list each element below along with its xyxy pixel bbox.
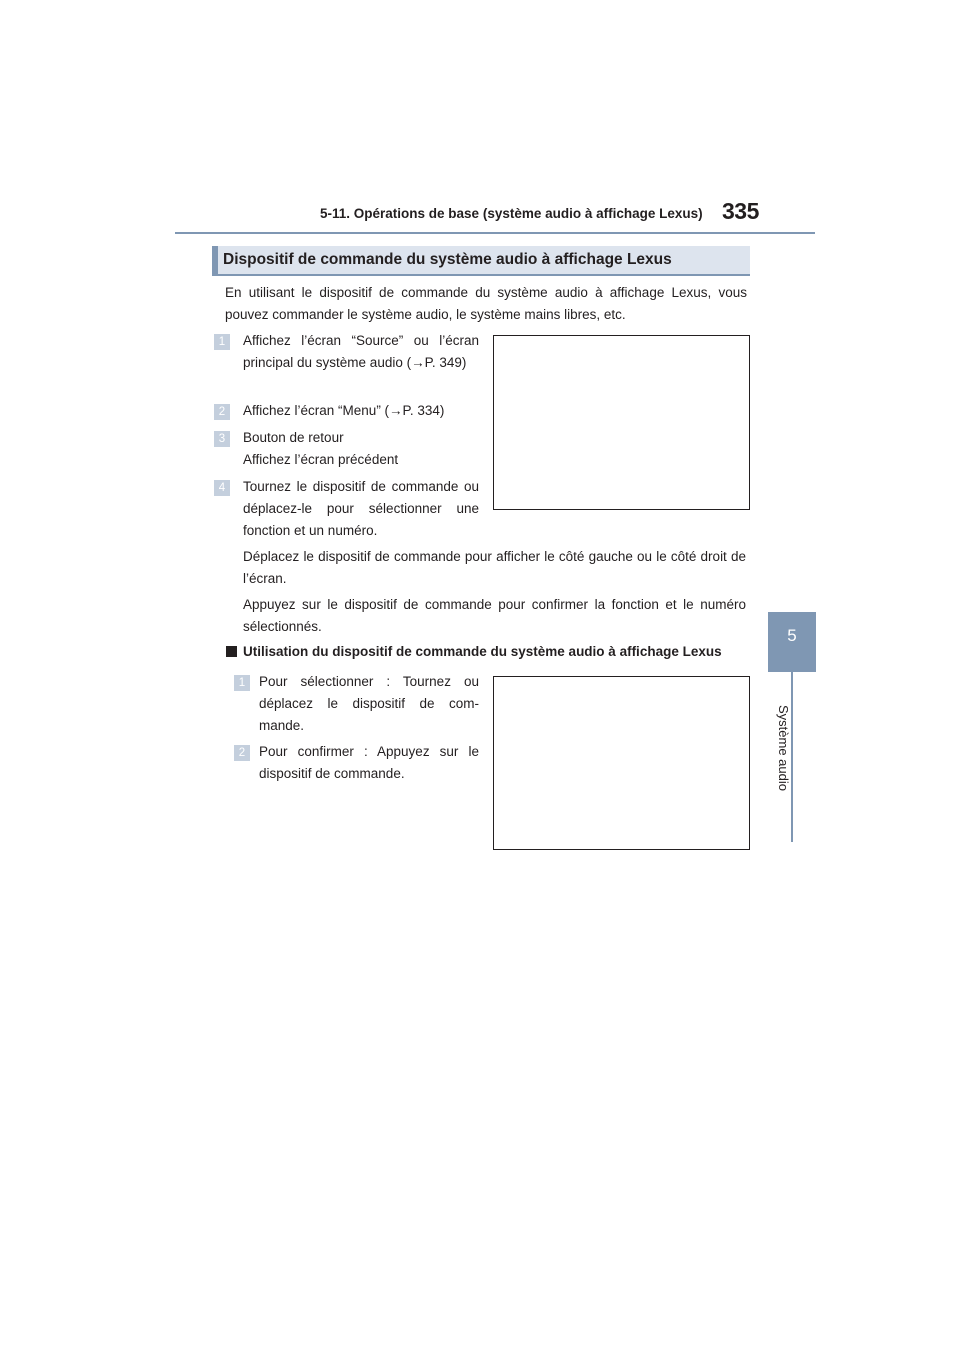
list-item-text: Pour sélectionner : Tournez ou déplacez le dispositif de com-mande. (259, 674, 479, 733)
item-number-badge: 1 (214, 334, 230, 350)
item-number-badge: 2 (214, 404, 230, 420)
section-title: Dispositif de commande du système audio à affichage Lexus (223, 251, 672, 268)
list-item-text: Affichez l’écran “Menu” (→P. 334) (243, 403, 445, 418)
list-item-text: Bouton de retour (243, 430, 344, 445)
list-item-text: Pour confirmer : Appuyez sur le dispositif de commande. (259, 744, 479, 781)
subsection-title: Utilisation du dispositif de commande du système audio à affichage Lexus (243, 644, 722, 659)
subsection-heading (226, 644, 722, 659)
figure-controller-screen (493, 335, 750, 510)
chapter-side-rule (791, 672, 793, 842)
chapter-side-label: Système audio (776, 705, 791, 791)
paragraph-press: Appuyez sur le dispositif de commande pour confirmer la fonction et le numéro sélectionnés. (243, 597, 746, 634)
section-header (212, 246, 750, 276)
square-bullet-icon (226, 646, 237, 657)
intro-paragraph: En utilisant le dispositif de commande du système audio à affichage Lexus, vous pouvez commander le système audio, le système mains libres, etc. (225, 285, 747, 322)
header-rule (175, 232, 815, 234)
item-number-badge: 4 (214, 480, 230, 496)
item-number-badge: 1 (234, 675, 250, 691)
item-number-badge: 2 (234, 745, 250, 761)
figure-controller-usage (493, 676, 750, 850)
list-item-text: Affichez l’écran “Source” ou l’écran principal du système audio (→P. 349) (243, 333, 479, 370)
running-header-title: 5-11. Opérations de base (système audio à affichage Lexus) (320, 206, 703, 221)
list-item-text: Tournez le dispositif de commande ou déplacez-le pour sélectionner une fonction et un numéro. (243, 479, 479, 538)
section-header-accent (212, 246, 218, 276)
item-number-badge: 3 (214, 431, 230, 447)
chapter-tab-number: 5 (787, 626, 797, 645)
list-item-subtext: Affichez l’écran précédent (243, 452, 399, 467)
page-number: 335 (722, 198, 759, 224)
paragraph-move: Déplacez le dispositif de commande pour afficher le côté gauche ou le côté droit de l’écran. (243, 549, 746, 586)
